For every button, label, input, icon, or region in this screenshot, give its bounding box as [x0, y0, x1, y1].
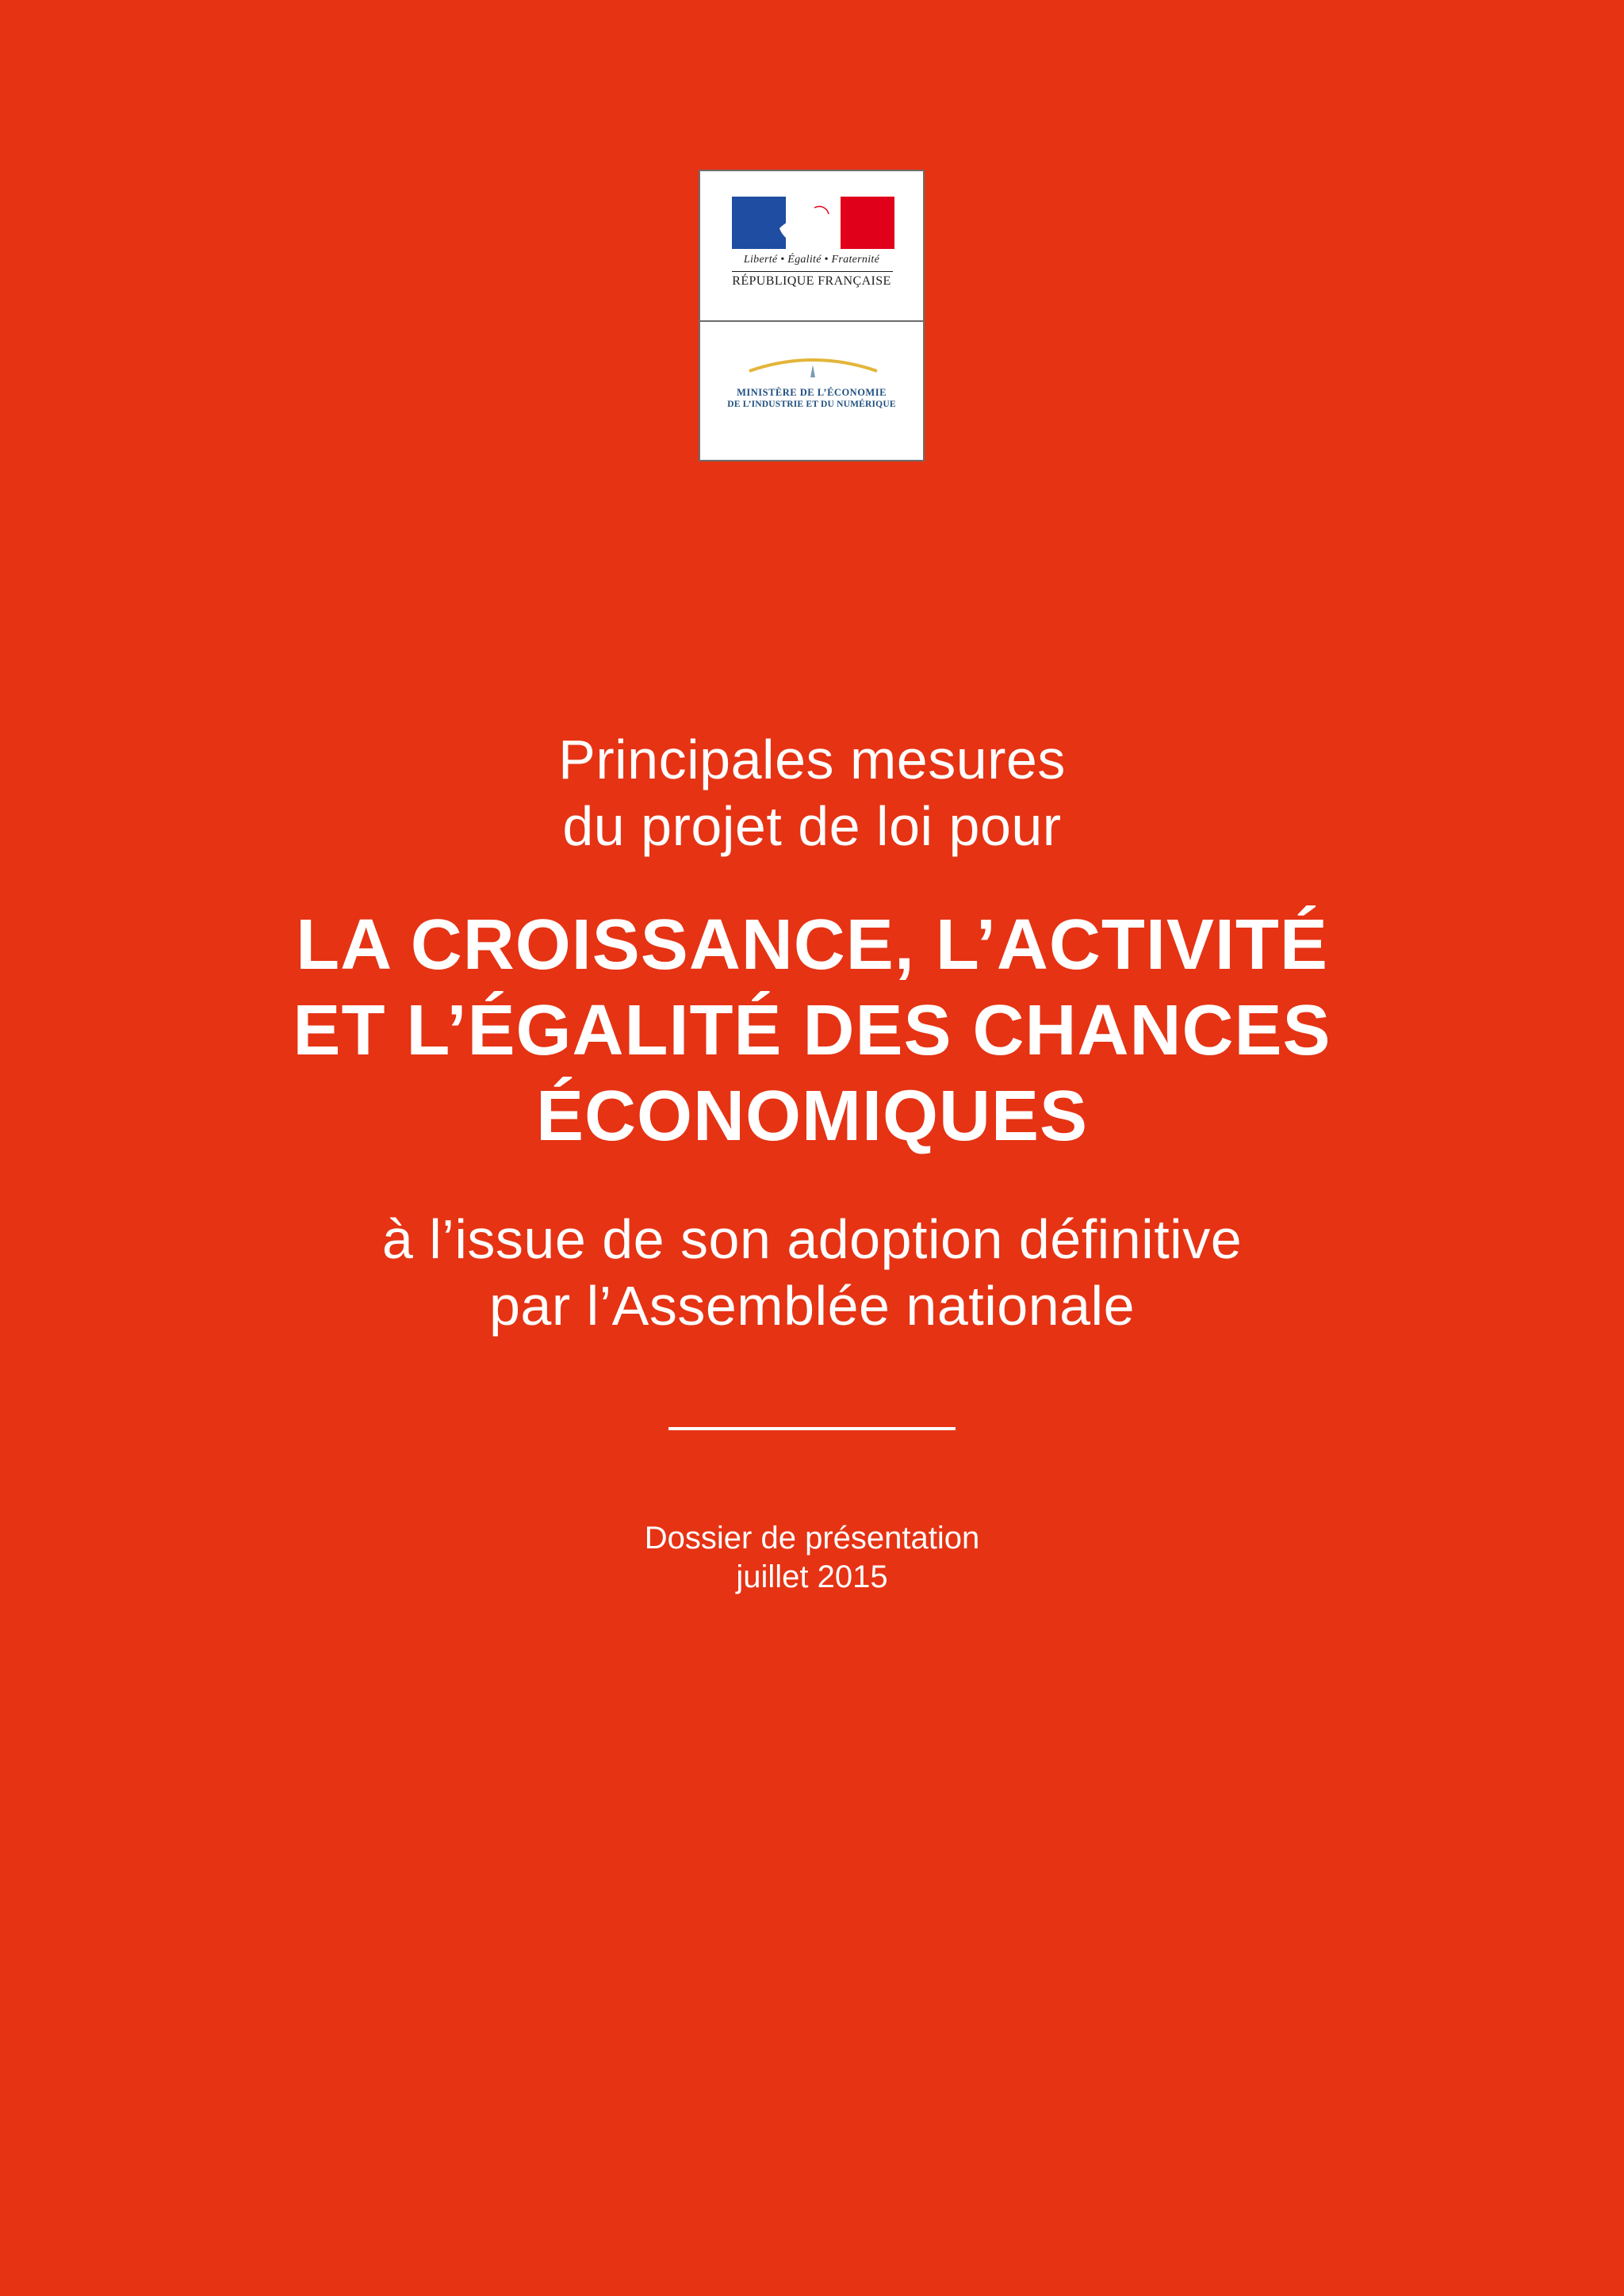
- tagline-line-1: à l’issue de son adoption définitive: [381, 1208, 1243, 1270]
- republic-motto: Liberté • Égalité • Fraternité: [743, 254, 880, 266]
- republic-name: RÉPUBLIQUE FRANÇAISE: [732, 274, 891, 288]
- section-divider: [668, 1427, 956, 1430]
- main-title-line-1: LA CROISSANCE, L’ACTIVITÉ: [296, 905, 1328, 985]
- document-date: juillet 2015: [736, 1559, 888, 1594]
- tagline-line-2: par l’Assemblée nationale: [488, 1275, 1136, 1337]
- ministry-arc-icon: [748, 354, 879, 382]
- ministry-name-line-1: MINISTÈRE DE L’ÉCONOMIE: [737, 387, 887, 398]
- logo-divider-line: [732, 271, 893, 272]
- republique-francaise-logo: [700, 171, 923, 322]
- ministry-logo: [700, 322, 923, 460]
- subtitle-line-2: du projet de loi pour: [562, 795, 1062, 857]
- government-logo-block: [699, 170, 925, 461]
- subtitle-line-1: Principales mesures: [558, 729, 1066, 790]
- main-title-line-2: ET L’ÉGALITÉ DES CHANCES: [293, 991, 1331, 1070]
- ministry-name-line-2: DE L’INDUSTRIE ET DU NUMÉRIQUE: [727, 400, 896, 409]
- marianne-flag-icon: [732, 197, 894, 249]
- main-title-line-3: ÉCONOMIQUES: [535, 1077, 1089, 1156]
- document-type: Dossier de présentation: [644, 1521, 980, 1556]
